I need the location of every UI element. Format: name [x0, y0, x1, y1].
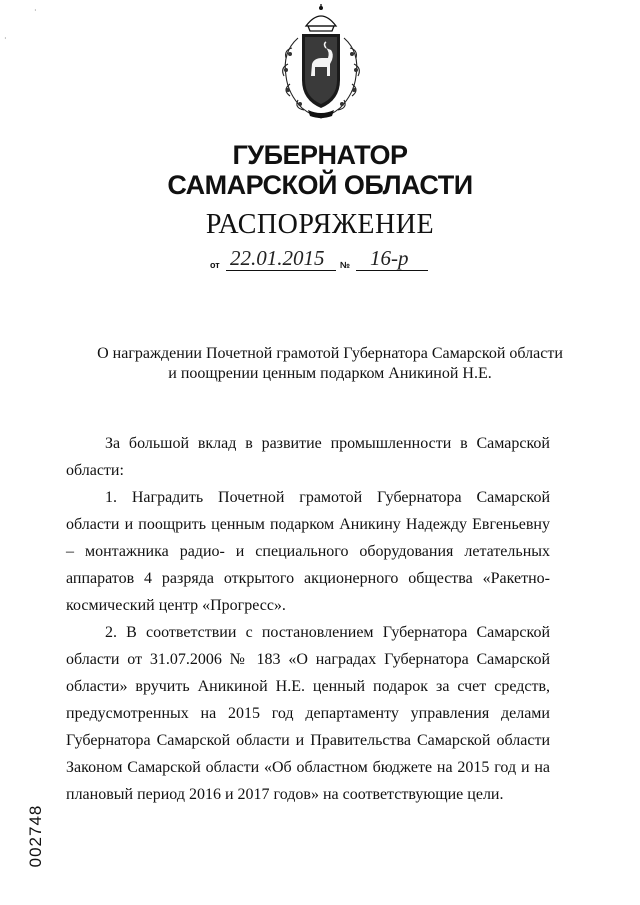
- registration-number: 002748: [26, 804, 45, 868]
- registration-stamp: [24, 800, 48, 872]
- coat-of-arms-icon: [268, 4, 374, 126]
- subject-line-1: О награждении Почетной грамотой Губернатора Самарской области: [97, 345, 563, 362]
- number-value: 16-р: [370, 246, 409, 270]
- date-underline: [226, 270, 336, 271]
- scan-speck: ·: [4, 34, 7, 43]
- number-label: №: [340, 260, 351, 270]
- subject-line-2: и поощрении ценным подарком Аникиной Н.Е.: [168, 365, 492, 382]
- document-body: [66, 430, 550, 808]
- governor-title-line-2: САМАРСКОЙ ОБЛАСТИ: [167, 170, 473, 200]
- body-preamble: За большой вклад в развитие промышленности в Самарской области:: [66, 435, 550, 479]
- scan-speck: ·: [34, 6, 37, 15]
- date-from-label: от: [210, 260, 220, 270]
- document-type-heading: РАСПОРЯЖЕНИЕ: [205, 209, 435, 240]
- date-value: 22.01.2015: [230, 246, 325, 270]
- body-item-2: 2. В соответствии с постановлением Губернатора Самарской области от 31.07.2006 № 183 «О наградах Губернатора Самарской области» вручить Аникиной Н.Е. ценный подарок за счет средств, предусмотренных на 2015 год департаменту управления делами Губернатора Самарской области и Правительства Самарской области Законом Самарской области «Об областном бюджете на 2015 год и на плановый период 2016 и 2017 годов» на соответствующие цели.: [66, 624, 550, 803]
- body-item-1: 1. Наградить Почетной грамотой Губернатора Самарской области и поощрить ценным подарком Аникину Надежду Евгеньевну – монтажника радио- и специального оборудования летательных аппаратов 4 разряда открытого акционерного общества «Ракетно-космический центр «Прогресс».: [66, 489, 550, 614]
- number-underline: [356, 270, 428, 271]
- document-subject: [60, 344, 600, 384]
- governor-title-line-1: ГУБЕРНАТОР: [232, 140, 408, 170]
- date-number-line: [210, 248, 430, 272]
